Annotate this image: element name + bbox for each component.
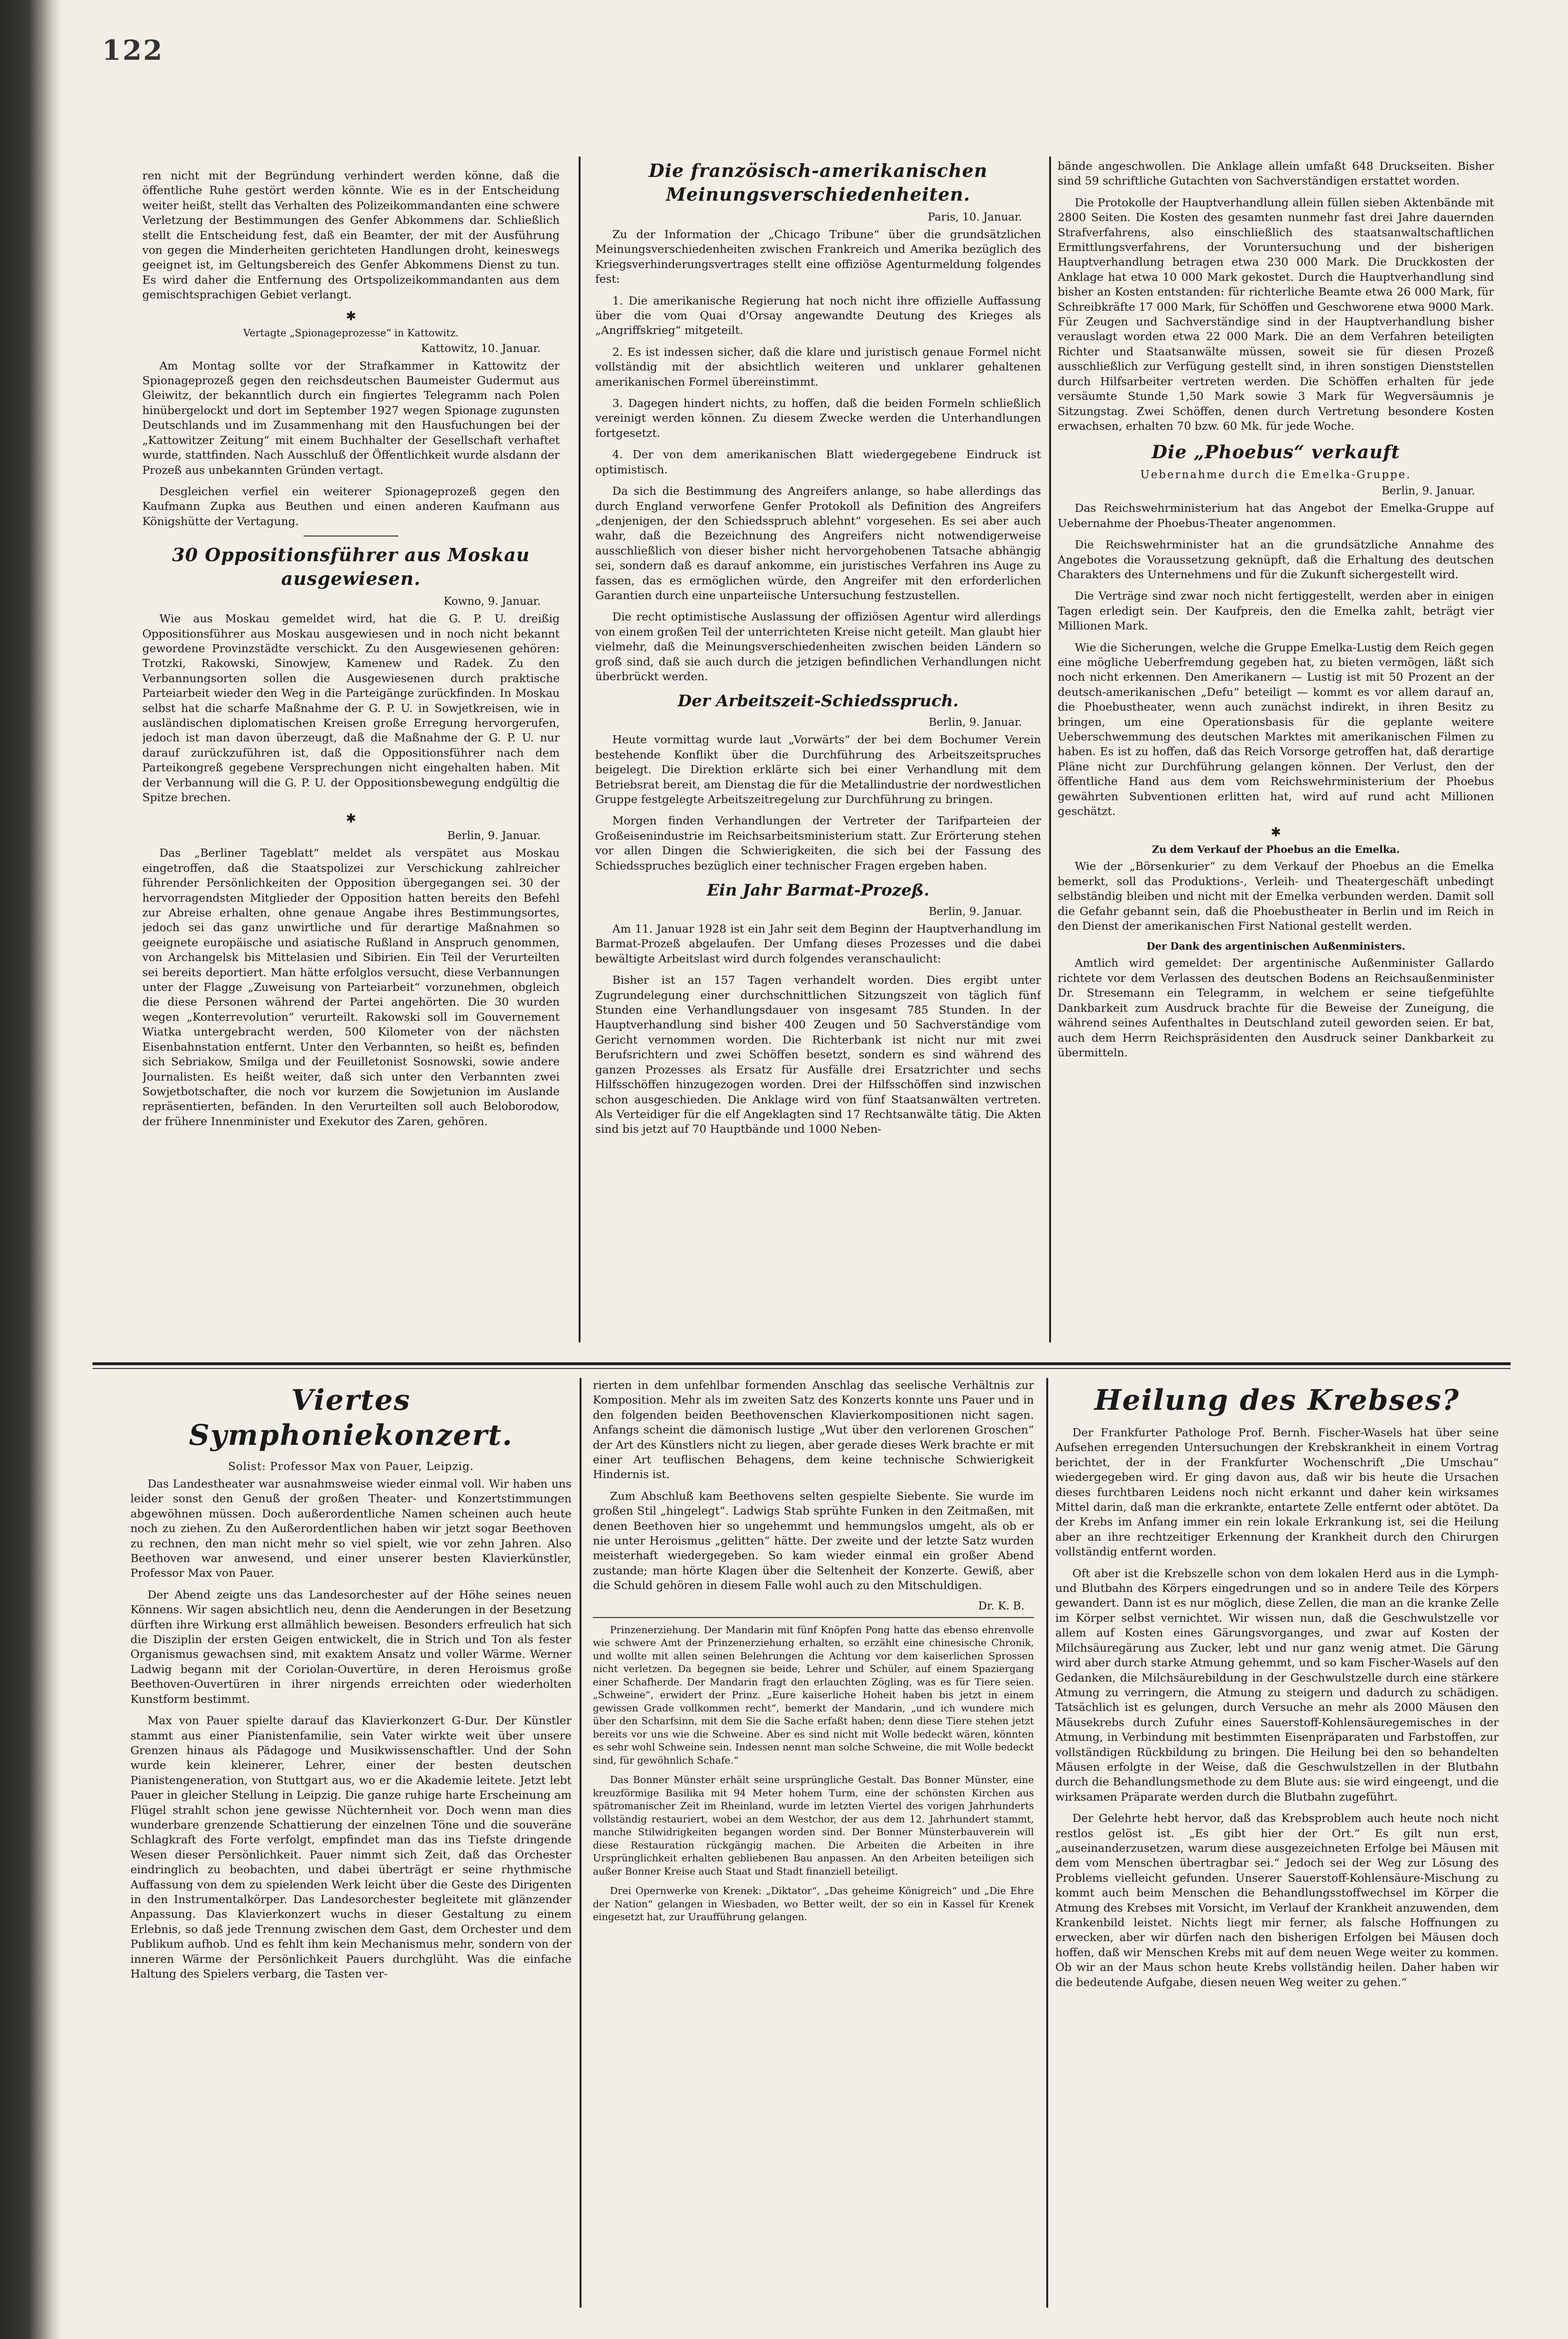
binding-shadow [0, 0, 62, 2339]
subheadline: Der Dank des argentinischen Außenministers. [1146, 940, 1405, 952]
paragraph: ren nicht mit der Begründung verhindert werden könne, daß die öffentliche Ruhe gestört werden könnte. Wie es in der Entscheidung weiter heißt, stellt das Verhalten des Polizeikommandanten eine schwere Verletzung der Bestimmungen des Genfer Abkommens dar. Schließlich stellt die Entscheidung fest, daß ein Beamter, der mit der Ausführung von gegen die Minderheiten gerichteten Handlungen droht, keineswegs geeignet ist, im Geltungsbereich des Genfer Abkommens Dienst zu tun. Es wird daher die Entfernung des Ortspolizeikommandanten aus dem gemischtsprachigen Gebiet verlangt. [142, 169, 560, 302]
paragraph: Oft aber ist die Krebszelle schon von dem lokalen Herd aus in die Lymph- und Blutbahn des Körpers eingedrungen und so in andere Teile des Körpers gewandert. Dann ist es nur möglich, diese Zellen, die man an die kranke Zelle im Körper selbst vernichtet. Wir wissen nun, daß die Geschwulstzelle vor allem auf Kosten eines Gärungsvorganges, und zwar auf Kosten der Milchsäuregärung aus Zucker, lebt und nur ganz wenig atmet. Die Gärung wird aber durch starke Atmung gehemmt, und so kam Fischer-Wasels auf den Gedanken, die Milchsäurebildung in der Geschwulstzelle durch eine stärkere Atmung zu verringern, die Atmung zu steigern und dadurch zu schädigen. Tatsächlich ist es gelungen, durch Versuche an mehr als 2000 Mäusen den Mäusekrebs durch Zufuhr eines Sauerstoff-Kohlensäuregemisches in der Atmung, in Verbindung mit bestimmten Eisenpräparaten und Farbstoffen, zur vollständigen Rückbildung zu bringen. Die Heilung bei den so behandelten Mäusen erfolgte in der Weise, daß die Geschwulstzellen in der Blutbahn durch die Behandlungsmethode zu dem Blute aus: sie wird eingeengt, und die wirksamen Präparate werden durch die Blutbahn zugeführt. [1055, 1566, 1499, 1803]
dateline: Kowno, 9. Januar. [443, 595, 541, 608]
headline: Die „Phoebus“ verkauft [1152, 441, 1400, 463]
paragraph: Desgleichen verfiel ein weiterer Spionageprozeß gegen den Kaufmann Zupka aus Beuthen und einen anderen Kaufmann aus Königshütte der Vertagung. [142, 484, 560, 528]
column-rule [1049, 157, 1051, 1342]
dateline: Berlin, 9. Januar. [929, 716, 1022, 729]
paragraph: Das Reichswehrministerium hat das Angebot der Emelka-Gruppe auf Uebernahme der Phoebus-Theater angenommen. [1058, 501, 1494, 530]
headline: 30 Oppositionsführer aus Moskau ausgewiesen. [172, 544, 530, 590]
paragraph: rierten in dem unfehlbar formenden Anschlag das seelische Verhältnis zur Komposition. Mehr als im zweiten Satz des Konzerts konnte uns Pauer und in den folgenden beiden Beethovenschen Klavierkompositionen nicht sagen. Anfangs scheint die dämonisch lustige „Wut über den verlorenen Groschen“ der Art des Künstlers nicht zu liegen, aber gerade dieses Werk brachte er mit einer Art teuflischen Behagens, dem keine technische Schwierigkeit Hindernis ist. [593, 1378, 1034, 1481]
column-3 [1058, 159, 1494, 1335]
headline: Heilung des Krebses? [1094, 1384, 1460, 1417]
page-number: 122 [102, 34, 164, 66]
paragraph: Die Reichswehrminister hat an die grundsätzliche Annahme des Angebotes die Voraussetzung geknüpft, daß die Erhaltung des deutschen Charakters des Unternehmens und für die Zukunft sichergestellt wird. [1058, 538, 1494, 581]
lower-column-2 [593, 1378, 1034, 2312]
subheadline: Uebernahme durch die Emelka-Gruppe. [1140, 469, 1411, 481]
paragraph: Heute vormittag wurde laut „Vorwärts“ der bei dem Bochumer Verein bestehende Konflikt über die Durchführung des Arbeitszeitspruches beigelegt. Die Direktion erklärte sich bei einer Verhandlung mit dem Betriebsrat bereit, am Dienstag die für die Metallindustrie der nordwestlichen Gruppe festgelegte Arbeitszeitregelung zur Durchführung zu bringen. [595, 733, 1041, 806]
subheadline: Vertagte „Spionageprozesse“ in Kattowitz. [243, 327, 459, 339]
paragraph: Das „Berliner Tageblatt“ meldet als verspätet aus Moskau eingetroffen, daß die Staatspolizei zur Verschickung zahlreicher führender Persönlichkeiten der Opposition übergegangen sei. 30 der hervorragendsten Mitglieder der Opposition hatten bereits den Befehl zur Abreise erhalten, ohne genaue Angabe ihres Bestimmungsortes, jedoch sei das ganz unwirtliche und für derartige Maßnahmen so geeignete europäische und asiatische Rußland in Anspruch genommen, von Archangelsk bis Mittelasien und Sibirien. Ein Teil der Verurteilten sei bereits deportiert. Man hätte erfolglos versucht, diese Verbannungen unter der Flagge „Zuweisung von Parteiarbeit“ vorzunehmen, obgleich die diese Personen während der Partei angehörten. Die 30 wurden wegen „Konterrevolution“ verurteilt. Rakowski soll im Gouvernement Wiatka untergebracht werden, 500 Kilometer von der nächsten Eisenbahnstation entfernt. Unter den Verbannten, so heißt es, befinden sich Sebriakow, Smilga und der Feuilletonist Sosnowski, sowie andere Journalisten. Es heißt weiter, daß sich unter den Verbannten zwei Sowjetbotschafter, die noch vor kurzem die Sowjetunion im Auslande repräsentierten, befänden. In den Verurteilten soll auch Beloborodow, der frühere Innenminister und Exekutor des Zaren, gehören. [142, 846, 560, 1128]
dateline: Berlin, 9. Januar. [447, 830, 541, 842]
paragraph: Das Bonner Münster erhält seine ursprüngliche Gestalt. Das Bonner Münster, eine kreuzförmige Basilika mit 94 Meter hohem Turm, eine der schönsten Kirchen aus spätromanischer Zeit im Rheinland, wurde im letzten Viertel des vorigen Jahrhunderts vollständig restauriert, wobei an dem Westchor, der aus dem 12. Jahrhundert stammt, manche Stilwidrigkeiten begangen worden sind. Der Bonner Münsterbauverein will diese Restauration rückgängig machen. Die Arbeiten die Arbeiten in ihre Ursprünglichkeit erhalten gebliebenen Bau anpassen. An den Arbeiten beteiligen sich außer Bonner Kreise auch Staat und Stadt finanziell beteiligt. [593, 1774, 1034, 1877]
lower-column-1 [130, 1378, 572, 2312]
paragraph: 2. Es ist indessen sicher, daß die klare und juristisch genaue Formel nicht vollständig mit der absichtlich weiteren und unklarer gehaltenen amerikanischen Formel übereinstimmt. [595, 345, 1041, 388]
paragraph: 1. Die amerikanische Regierung hat noch nicht ihre offizielle Auffassung über die vom Quai d'Orsay angewandte Deutung des Krieges als „Angriffskrieg“ mitgeteilt. [595, 294, 1041, 337]
separator-star: ✱ [1271, 825, 1281, 840]
column-2 [595, 159, 1041, 1335]
dateline: Paris, 10. Januar. [928, 211, 1022, 223]
dateline: Kattowitz, 10. Januar. [421, 342, 541, 355]
paragraph: Der Frankfurter Pathologe Prof. Bernh. Fischer-Wasels hat über seine Aufsehen erregenden Untersuchungen der Krebskrankheit in einem Vortrag berichtet, der in der Frankfurter Wochenschrift „Die Umschau“ wiedergegeben wird. Er ging davon aus, daß wir bis heute die Ursachen dieses furchtbaren Leidens noch nicht erkannt und daher kein wirksames Mittel darin, daß man die erkrankte, entartete Zelle entfernt oder abtötet. Da der Krebs im Anfang immer ein rein lokale Erkrankung ist, sei die Heilung aber an ihre rechtzeitiger Erkennung der Krankheit durch den Chirurgen vollständig entfernt worden. [1055, 1426, 1499, 1559]
signature: Dr. K. B. [978, 1599, 1024, 1612]
paragraph: Die Protokolle der Hauptverhandlung allein füllen sieben Aktenbände mit 2800 Seiten. Die Kosten des gesamten nunmehr fast drei Jahre dauernden Strafverfahrens, also einschließlich des staatsanwaltschaftlichen Ermittlungsverfahrens, der Voruntersuchung und der bisherigen Hauptverhandlung betragen etwa 230 000 Mark. Die Druckkosten der Anklage hat etwa 10 000 Mark gekostet. Durch die Hauptverhandlung sind bisher an Kosten entstanden: für richterliche Beamte etwa 26 000 Mark, für Schreibkräfte 17 000 Mark, für Schöffen und Geschworene etwa 9000 Mark. Für Zeugen und Sachverständige sind in der Hauptverhandlung bisher verauslagt worden etwa 22 000 Mark. Die an dem Verfahren beteiligten Richter und Staatsanwälte müssen, soweit sie für diesen Prozeß ausschließlich zur Verfügung gestellt sind, in ihren sonstigen Dienststellen durch Hilfsarbeiter vertreten werden. Die Schöffen erhalten für jede versäumte Stunde 1,50 Mark sowie 3 Mark für Wegversäumnis je Sitzungstag. Zwei Schöffen, denen durch Vertretung besondere Kosten erwachsen, erhalten 70 bzw. 60 Mk. für jede Woche. [1058, 195, 1494, 433]
paragraph: Drei Opernwerke von Krenek: „Diktator“, „Das geheime Königreich“ und „Die Ehre der Nation“ gelangen in Wiesbaden, wo Better weilt, der so ein in Kassel für Krenek eingesetzt hat, zur Uraufführung gelangen. [593, 1885, 1034, 1923]
paragraph: Die Verträge sind zwar noch nicht fertiggestellt, werden aber in einigen Tagen erledigt sein. Der Kaufpreis, den die Emelka zahlt, beträgt vier Millionen Mark. [1058, 589, 1494, 633]
paragraph: 4. Der von dem amerikanischen Blatt wiedergegebene Eindruck ist optimistisch. [595, 448, 1041, 476]
dateline: Berlin, 9. Januar. [929, 906, 1022, 918]
column-rule [580, 1378, 581, 2308]
feuilleton-rule-thin [92, 1368, 1511, 1369]
paragraph: Wie die Sicherungen, welche die Gruppe Emelka-Lustig dem Reich gegen eine mögliche Ueberfremdung gegeben hat, zu bieten vermögen, läßt sich noch nicht erkennen. Den Amerikanern — Lustig ist mit 50 Prozent an der deutsch-amerikanischen „Defu“ beteiligt — kommt es vor allem darauf an, die Phoebustheater, wenn auch zunächst indirekt, in ihren Besitz zu bringen, um eine Operationsbasis für die geplante weitere Ueberschwemmung des deutschen Marktes mit amerikanischen Filmen zu haben. Es ist zu hoffen, daß das Reich Vorsorge getroffen hat, daß derartige Pläne nicht zur Durchführung gelangen können. Der Verlust, den der öffentliche Hand aus dem vom Reichswehrministerium der Phoebus gewährten Subventionen erlitten hat, wird auf rund acht Millionen geschätzt. [1058, 640, 1494, 818]
paragraph: Zum Abschluß kam Beethovens selten gespielte Siebente. Sie wurde im großen Stil „hingelegt“. Ladwigs Stab sprühte Funken in den Zeitmaßen, mit denen Beethoven hier so ungehemmt und hemmungslos umgeht, als ob er nie unter Heroismus „gelitten“ hätte. Der zweite und der letzte Satz wurden meisterhaft wiedergegeben. So kam wieder einmal ein großer Abend zustande; man hörte Klagen über die Seltenheit der Konzerte. Gewiß, aber die Schuld gehören in diesem Falle wohl auch zu den Mitschuldigen. [593, 1489, 1034, 1592]
paragraph: Da sich die Bestimmung des Angreifers anlange, so habe allerdings das durch England verworfene Genfer Protokoll als Definition des Angreifers „denjenigen, der den Schiedsspruch ablehnt“ vorgesehen. Es sei aber auch wahr, daß die Bezeichnung des Angreifers nicht notwendigerweise ausschließlich von dieser bisher nicht hervorgehobenen Tatsache abhängig sei, sondern daß es darauf ankomme, ein juristisches Verfahren ins Auge zu fassen, das es ermöglichen würde, den Angreifer mit den erforderlichen Garantien durch eine unparteiische Untersuchung festzustellen. [595, 484, 1041, 602]
paragraph: Am 11. Januar 1928 ist ein Jahr seit dem Beginn der Hauptverhandlung im Barmat-Prozeß abgelaufen. Der Umfang dieses Prozesses und die dabei bewältigte Arbeitslast wird durch folgendes veranschaulicht: [595, 922, 1041, 965]
column-1 [142, 168, 560, 1335]
paragraph: Der Gelehrte hebt hervor, daß das Krebsproblem auch heute noch nicht restlos gelöst ist. „Es gibt hier der Ort.“ Es gilt nun erst, „auseinanderzusetzen, warum diese ausgezeichneten Erfolge bei Mäusen mit dem vom Menschen übertragbar sei.“ Jedoch sei der Weg zur Lösung des Problems vielleicht gefunden. Unserer Sauerstoff-Kohlensäure-Mischung zu kommt auch beim Menschen die Behandlungsstoffwechsel im Körper die Atmung des Krebses mit Vorsicht, im Verlauf der Krankheit anzuwenden, dem Krankenbild leistet. Nichts liegt mir ferner, als falsche Hoffnungen zu erwecken, aber wir dürfen nach den bisherigen Erfolgen bei Mäusen doch hoffen, daß wir Menschen Krebs mit auf dem neuen Wege weiter zu kommen. Ob wir an der Maus schon heute Krebs vollständig heilen. Daher haben wir die bedeutende Aufgabe, diesen neuen Weg weiter zu gehen.“ [1055, 1812, 1499, 1989]
headline: Ein Jahr Barmat-Prozeß. [707, 881, 930, 900]
paragraph: Die recht optimistische Auslassung der offiziösen Agentur wird allerdings von einem großen Teil der unterrichteten Kreise nicht geteilt. Man glaubt hier vielmehr, daß die Meinungsverschiedenheiten zwischen beiden Ländern so groß sind, daß sie auch durch die jetzigen befindlichen Verhandlungen nicht überbrückt werden. [595, 610, 1041, 683]
paragraph: Das Landestheater war ausnahmsweise wieder einmal voll. Wir haben uns leider sonst den Genuß der großen Theater- und Konzertstimmungen abgewöhnen müssen. Doch außerordentliche Namen scheinen auch heute noch zu ziehen. Zu den Außerordentlichen haben wir jetzt sogar Beethoven zu rechnen, den man nicht mehr so viel spielt, wie vor zehn Jahren. Also Beethoven war anwesend, und einer unserer besten Klavierkünstler, Professor Max von Pauer. [130, 1477, 572, 1580]
paragraph: Am Montag sollte vor der Strafkammer in Kattowitz der Spionageprozeß gegen den reichsdeutschen Baumeister Gudermut aus Gleiwitz, der bekanntlich durch ein fingiertes Telegramm nach Polen hinübergelockt und dort im September 1927 wegen Spionage zugunsten Deutschlands und im Zusammenhang mit den Hausfuchungen bei der „Kattowitzer Zeitung“ mit einem Buchhalter der Gesellschaft verhaftet wurde, stattfinden. Nach Ausschluß der Öffentlichkeit wurde alsdann der Prozeß aus unbekannten Gründen vertagt. [142, 359, 560, 477]
paragraph: Der Abend zeigte uns das Landesorchester auf der Höhe seines neuen Könnens. Wir sagen absichtlich neu, denn die Aenderungen in der Besetzung dürften ihre Wirkung erst allmählich beweisen. Besonders erfreulich hat sich die Disziplin der ersten Geigen entwickelt, die in Strich und Ton als fester Organismus gewachsen sind, mit exaktem Ansatz und voller Wärme. Werner Ladwig begann mit der Coriolan-Ouvertüre, in deren Heroismus große Beethoven-Ouvertüren in ihrer nirgends erreichten oder wiederholten Kunstform bestimmt. [130, 1588, 572, 1706]
separator-star: ✱ [346, 309, 356, 324]
paragraph: Wie der „Börsenkurier“ zu dem Verkauf der Phoebus an die Emelka bemerkt, soll das Produktions-, Verleih- und Theatergeschäft unbedingt selbständig bleiben und nicht mit der Emelka verbunden werden. Damit soll die Gefahr gebannt sein, daß die Phoebustheater in Berlin und im Reich in den Dienst der amerikanischen First National gestellt werden. [1058, 860, 1494, 933]
paragraph: Wie aus Moskau gemeldet wird, hat die G. P. U. dreißig Oppositionsführer aus Moskau ausgewiesen und in noch nicht bekannt gewordene Provinzstädte verschickt. Zu den Ausgewiesenen gehören: Trotzki, Rakowski, Sinowjew, Kamenew und Radek. Zu den Verbannungsorten sollen die Ausgewiesenen durch praktische Parteiarbeit wieder den Weg in die Parteigänge zurückfinden. In Moskau selbst hat die scharfe Maßnahme der G. P. U. in Sowjetkreisen, wie in ausländischen diplomatischen Kreisen große Erregung hervorgerufen, jedoch ist man davon überzeugt, daß die Maßnahme der G. P. U. nur darauf zurückzuführen ist, daß die Oppositionsführer nach dem Parteikongreß gegebene Versprechungen nicht eingehalten haben. Mit der Verbannung will die G. P. U. der Oppositionsbewegung endgültig die Spitze brechen. [142, 612, 560, 804]
column-rule [1046, 1378, 1048, 2308]
paragraph: Morgen finden Verhandlungen der Vertreter der Tarifparteien der Großeisenindustrie im Reichsarbeitsministerium statt. Zur Erörterung stehen vor allen Dingen die Schwierigkeiten, die sich bei der Fassung des Schiedsspruches bezüglich einer technischer Fragen ergeben haben. [595, 814, 1041, 872]
divider [593, 1617, 1034, 1618]
lower-column-3 [1055, 1378, 1499, 2312]
separator-star: ✱ [346, 812, 356, 826]
dateline: Berlin, 9. Januar. [1382, 485, 1475, 498]
paragraph: Bisher ist an 157 Tagen verhandelt worden. Dies ergibt unter Zugrundelegung einer durchschnittlichen Sitzungszeit von täglich fünf Stunden eine Verhandlungsdauer von insgesamt 785 Stunden. In der Hauptverhandlung sind bisher 400 Zeugen und 50 Sachverständige vom Gericht vernommen worden. Die Richterbank ist nicht nur mit zwei Berufsrichtern und zwei Schöffen besetzt, sondern es sind während des ganzen Prozesses als Ersatz für Ausfälle drei Ersatzrichter und sechs Hilfsschöffen hinzugezogen worden. Drei der Hilfsschöffen sind inzwischen schon ausgeschieden. Die Anklage wird von fünf Staatsanwälten vertreten. Als Verteidiger für die elf Angeklagten sind 17 Rechtsanwälte tätig. Die Akten sind bis jetzt auf 70 Hauptbände und 1000 Neben- [595, 973, 1041, 1136]
paragraph: 3. Dagegen hindert nichts, zu hoffen, daß die beiden Formeln schließlich vereinigt werden können. Zu diesem Zwecke werden die Unterhandlungen fortgesetzt. [595, 397, 1041, 440]
paragraph: Zu der Information der „Chicago Tribune“ über die grundsätzlichen Meinungsverschiedenheiten zwischen Frankreich und Amerika bezüglich des Kriegsverhinderungsvertrages stellt eine offiziöse Agenturmeldung folgendes fest: [595, 228, 1041, 286]
paragraph: Prinzenerziehung. Der Mandarin mit fünf Knöpfen Pong hatte das ebenso ehrenvolle wie schwere Amt der Prinzenerziehung erhalten, so erzählt eine chinesische Chronik, und wollte mit allen seinen Belehrungen die Achtung vor dem kaiserlichen Sprossen nicht verletzen. Da begegnen sie beide, Lehrer und Schüler, auf einem Spaziergang einer Schafherde. Der Mandarin fragt den erlauchten Zögling, was es für Tiere seien. „Schweine“, erwidert der Prinz. „Eure kaiserliche Hoheit haben bis jetzt in einem gewissen Grade vollkommen recht“, bemerkt der Mandarin, „und ich wundere mich über den Scharfsinn, mit dem Sie die Sache erfaßt haben; denn diese Tiere stehen jetzt bereits vor uns wie die Schweine. Aber es sind nicht mit Wolle bedeckt wären, könnten es sehr wohl Schweine sein. Indessen nennt man solche Schweine, die mit Wolle bedeckt sind, für gewöhnlich Schafe.“ [593, 1624, 1034, 1766]
subheadline: Solist: Professor Max von Pauer, Leipzig. [228, 1461, 474, 1473]
headline: Der Arbeitszeit-Schiedsspruch. [677, 692, 959, 711]
headline: Die französisch-amerikanischen Meinungsverschiedenheiten. [648, 160, 988, 205]
paragraph: Max von Pauer spielte darauf das Klavierkonzert G-Dur. Der Künstler stammt aus einer Pianistenfamilie, sein Vater wirkte weit über unsere Grenzen hinaus als Pädagoge und Musikwissenschaftler. Und der Sohn wurde kein kleinerer, Lehrer, einer der besten deutschen Pianistengeneration, von Stuttgart aus, wo er die Akademie leitete. Jetzt lebt Pauer in gleicher Stellung in Leipzig. Die ganze ruhige harte Erscheinung am Flügel strahlt schon jene gewisse Nüchternheit vor. Doch wenn man dies wunderbare grenzende Schattierung der einzelnen Töne und die souveräne Schlagkraft des Forte verfolgt, empfindet man das ins Tiefste dringende Wesen dieser Persönlichkeit. Pauer nimmt sich Zeit, daß das Orchester eindringlich zu beobachten, und dabei überträgt er seine rhythmische Auffassung von dem zu spielenden Werk leicht über die Geste des Dirigenten in den Instrumentalkörper. Das Landesorchester begleitete mit glänzender Anpassung. Das Klavierkonzert wuchs in dieser Gestaltung zu einem Erlebnis, so daß jede Trennung zwischen dem Gast, dem Orchester und dem Publikum aufhob. Und es fehlt ihm kein Mechanismus mehr, sondern von der inneren Wärme der Persönlichkeit Pauers durchglüht. Was die einfache Haltung des Spielers verbarg, die Tasten ver- [130, 1714, 572, 1980]
paragraph: Amtlich wird gemeldet: Der argentinische Außenminister Gallardo richtete vor dem Verlassen des deutschen Bodens an Reichsaußenminister Dr. Stresemann ein Telegramm, in welchem er seine tiefgefühlte Dankbarkeit zum Ausdruck brachte für die Beweise der Zuneigung, die während seines Aufenthaltes in Deutschland zuteil geworden seien. Er bat, auch dem Herrn Reichspräsidenten den Ausdruck seiner Dankbarkeit zu übermitteln. [1058, 956, 1494, 1059]
feuilleton-rule [92, 1362, 1511, 1365]
headline: Viertes Symphoniekonzert. [189, 1384, 513, 1452]
paragraph: bände angeschwollen. Die Anklage allein umfaßt 648 Druckseiten. Bisher sind 59 schriftliche Gutachten von Sachverständigen erstattet worden. [1058, 159, 1494, 188]
subheadline: Zu dem Verkauf der Phoebus an die Emelka. [1152, 843, 1400, 856]
column-rule [579, 157, 581, 1342]
